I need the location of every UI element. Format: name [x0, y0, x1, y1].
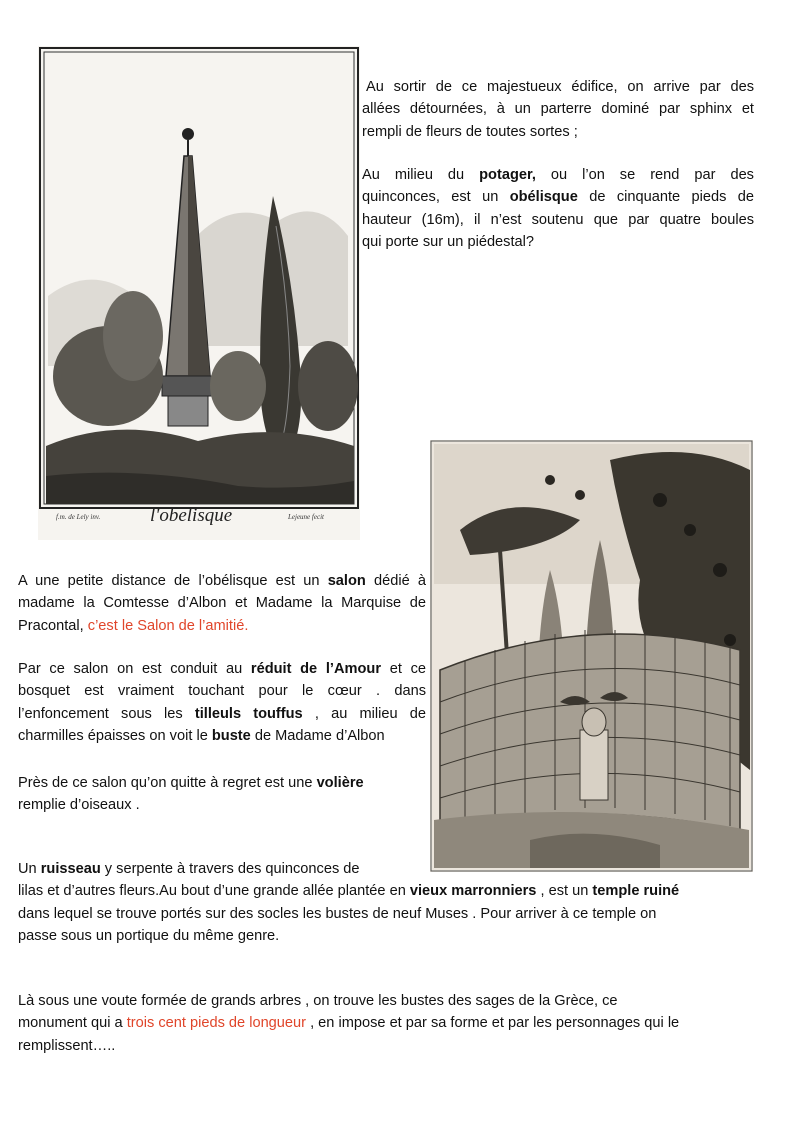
bower-engraving — [430, 440, 753, 872]
keyword-reduit-amour: réduit de l’Amour — [250, 661, 382, 677]
text-line: dans lequel se trouve portés sur des socles les bustes de neuf Muses . Pour arriver à ce temple on — [18, 905, 657, 922]
text-span: y serpente à travers des quinconces de — [100, 861, 360, 877]
text-span: dédié à — [365, 573, 426, 589]
text-span: , en impose et par sa forme et par les personnages qui le — [306, 1015, 680, 1032]
text-span: Un — [18, 861, 41, 877]
text-line: bosquet est vraiment touchant pour le cœur . dans — [18, 683, 426, 700]
keyword-salon: salon — [327, 573, 366, 589]
text-line — [18, 1012, 778, 1034]
text-line: remplissent….. — [18, 1037, 116, 1054]
text-line — [18, 703, 426, 725]
text-span: de Madame d’Albon — [250, 728, 385, 745]
obelisk-illustration — [38, 46, 360, 540]
text-span: de cinquante pieds de — [577, 189, 754, 206]
text-span: Par ce salon on est conduit au — [18, 661, 251, 677]
paragraph-salon — [18, 570, 426, 637]
text-line — [18, 858, 778, 880]
text-span: Près de ce salon qu’on quitte à regret est une — [18, 775, 317, 791]
paragraph-parterre — [362, 76, 754, 143]
text-line — [18, 570, 426, 592]
text-span: ou l’on se rend par des — [535, 167, 754, 183]
paragraph-sages-grece — [18, 990, 778, 1057]
bower-illustration — [430, 440, 753, 872]
text-span: et ce — [381, 661, 426, 677]
text-line: Au sortir de ce majestueux édifice, on arrive par des — [366, 79, 754, 95]
text-span: Pracontal, — [18, 617, 88, 634]
paragraph-reduit-amour — [18, 658, 426, 748]
text-line: Là sous une voute formée de grands arbres , on trouve les bustes des sages de la Grèce, ce — [18, 993, 618, 1009]
text-span: , est un — [536, 883, 593, 900]
keyword-temple-ruine: temple ruiné — [592, 883, 680, 900]
text-span: Au milieu du — [362, 167, 480, 183]
text-line — [18, 615, 426, 637]
paragraph-voliere — [18, 772, 426, 817]
text-line — [362, 164, 754, 186]
text-span: , au milieu de — [302, 705, 426, 722]
text-line: remplie d’oiseaux . — [18, 797, 140, 814]
text-line: passe sous un portique du même genre. — [18, 928, 280, 945]
engraving-signature-right: Lejeune fecit — [288, 513, 324, 521]
keyword-voliere: volière — [316, 775, 364, 791]
text-line — [18, 658, 426, 680]
paragraph-obelisk — [362, 164, 754, 254]
text-line — [18, 880, 778, 902]
text-line: rempli de fleurs de toutes sortes ; — [362, 123, 578, 140]
highlight-salon-amitie: c’est le Salon de l’amitié. — [87, 617, 249, 634]
paragraph-ruisseau — [18, 858, 778, 948]
text-span: l’enfoncement sous les — [18, 705, 195, 722]
keyword-potager: potager, — [479, 167, 536, 183]
obelisk-engraving — [38, 46, 360, 540]
text-line — [362, 186, 754, 208]
highlight-trois-cent-pieds: trois cent pieds de longueur — [126, 1015, 307, 1032]
obelisk-caption: l'obelisque — [150, 505, 233, 526]
text-line — [18, 725, 426, 747]
text-line: hauteur (16m), il n’est soutenu que par quatre boules — [362, 211, 754, 228]
text-span: A une petite distance de l’obélisque est un — [18, 573, 328, 589]
keyword-vieux-marronniers: vieux marronniers — [409, 883, 537, 900]
text-line — [18, 772, 426, 794]
text-span: quinconces, est un — [362, 189, 510, 206]
keyword-obelisque: obélisque — [509, 189, 578, 206]
text-line: qui porte sur un piédestal? — [362, 234, 534, 251]
keyword-tilleuls: tilleuls touffus — [194, 705, 303, 722]
text-span: monument qui a — [18, 1015, 127, 1032]
text-span: charmilles épaisses on voit le — [18, 728, 212, 745]
text-line: allées détournées, à un parterre dominé par sphinx et — [362, 101, 754, 118]
engraving-signature-left: f.m. de Lely inv. — [56, 513, 101, 521]
keyword-ruisseau: ruisseau — [40, 861, 101, 877]
text-span: lilas et d’autres fleurs.Au bout d’une grande allée plantée en — [18, 883, 410, 900]
keyword-buste: buste — [211, 728, 251, 745]
text-line: madame la Comtesse d’Albon et Madame la Marquise de — [18, 595, 426, 612]
